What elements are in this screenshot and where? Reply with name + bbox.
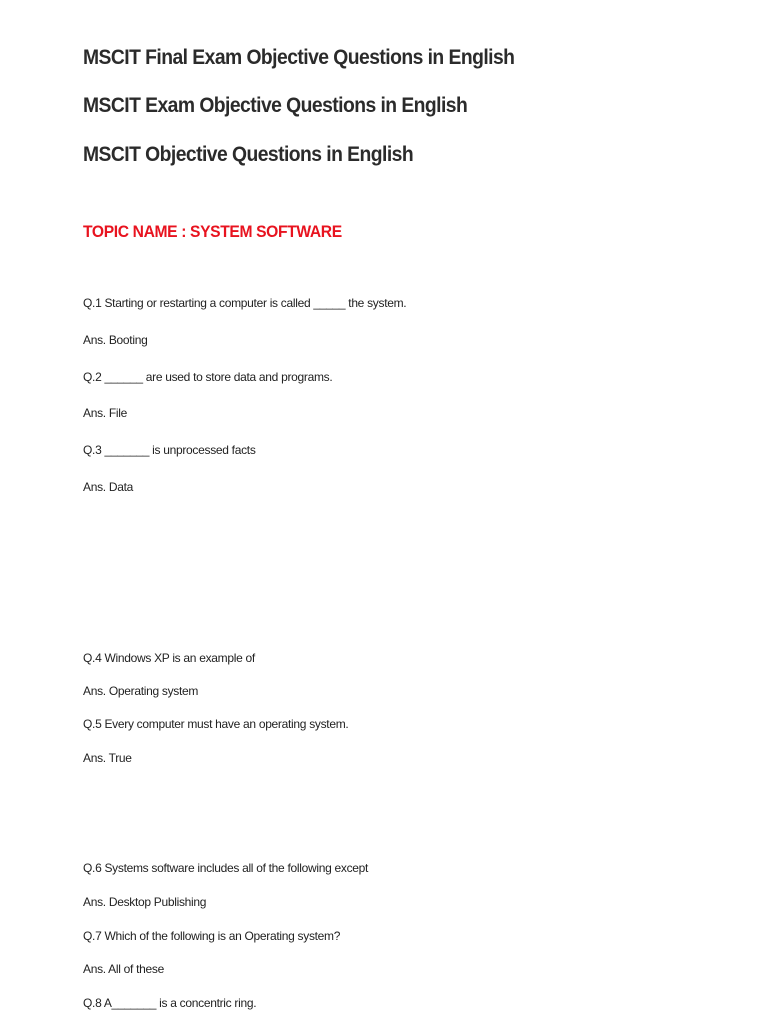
answer-text: Ans. All of these [83, 962, 164, 976]
page-subtitle: MSCIT Exam Objective Questions in English [83, 94, 468, 117]
page-title: MSCIT Final Exam Objective Questions in English [83, 46, 515, 69]
answer-text: Ans. File [83, 406, 127, 420]
answer-text: Ans. Data [83, 480, 133, 494]
answer-text: Ans. True [83, 751, 132, 765]
question-text: Q.8 A_______ is a concentric ring. [83, 996, 257, 1010]
question-text: Q.3 _______ is unprocessed facts [83, 443, 256, 457]
question-text: Q.4 Windows XP is an example of [83, 651, 255, 665]
question-text: Q.2 ______ are used to store data and programs. [83, 370, 333, 384]
answer-text: Ans. Desktop Publishing [83, 895, 207, 909]
answer-text: Ans. Booting [83, 333, 148, 347]
answer-text: Ans. Operating system [83, 684, 199, 698]
page-subtitle: MSCIT Objective Questions in English [83, 143, 414, 166]
question-text: Q.6 Systems software includes all of the following except [83, 861, 369, 875]
question-text: Q.1 Starting or restarting a computer is called _____ the system. [83, 296, 407, 310]
question-text: Q.7 Which of the following is an Operating system? [83, 929, 341, 943]
question-text: Q.5 Every computer must have an operating system. [83, 717, 349, 731]
topic-heading: TOPIC NAME : SYSTEM SOFTWARE [83, 222, 342, 241]
